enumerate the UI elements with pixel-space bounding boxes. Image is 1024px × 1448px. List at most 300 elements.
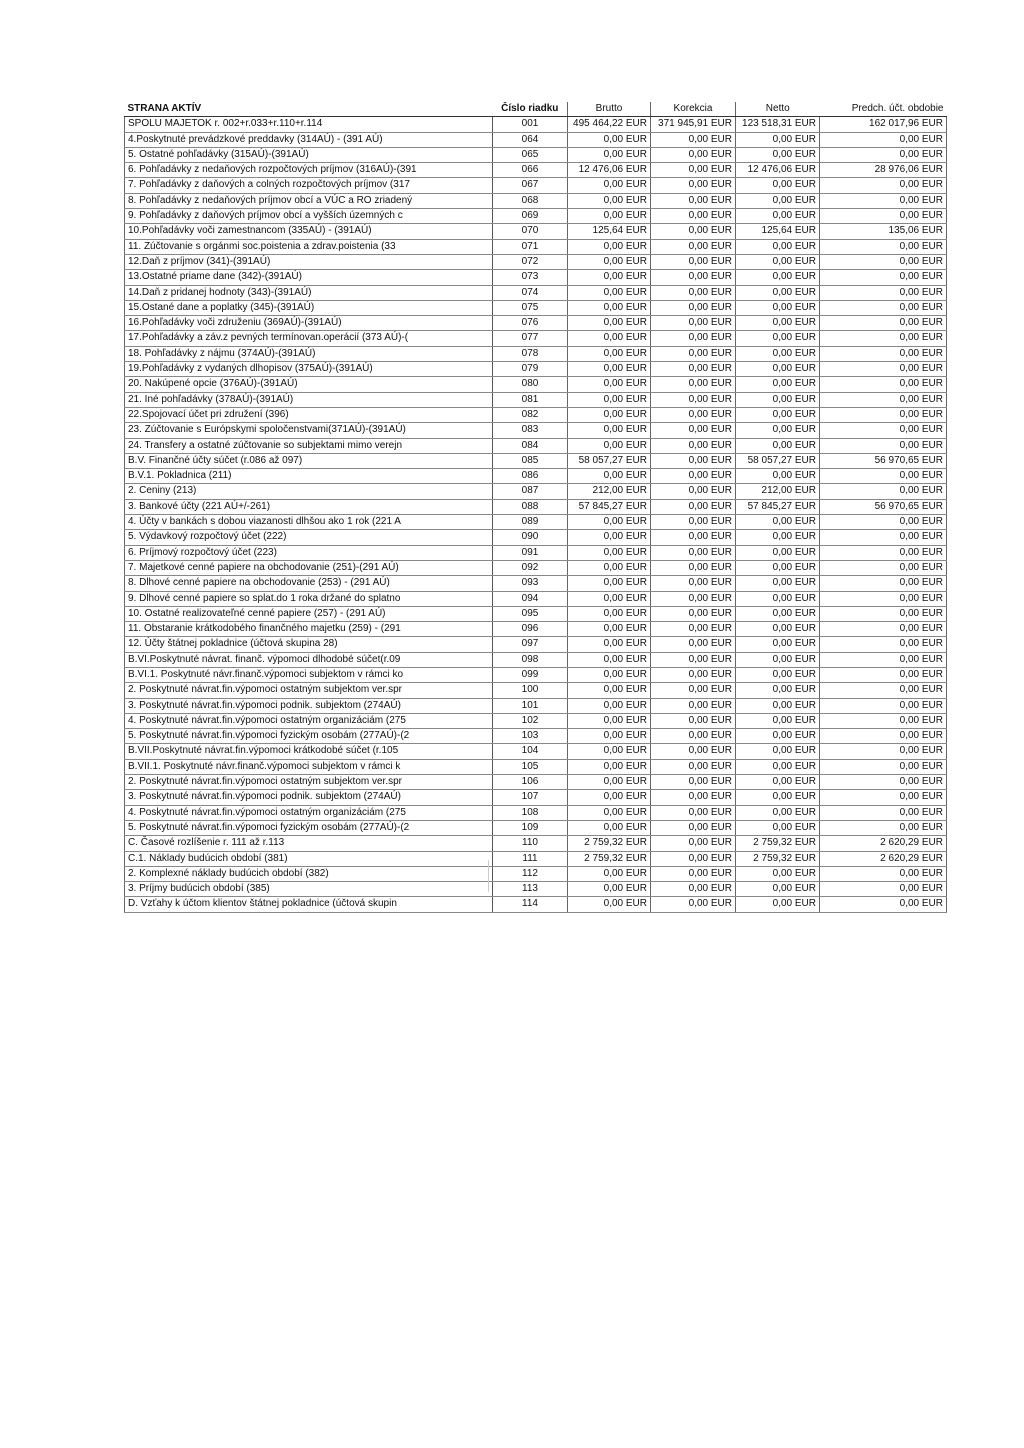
- row-label: 5. Ostatné pohľadávky (315AÚ)-(391AÚ): [125, 147, 493, 162]
- table-row: [125, 407, 947, 422]
- korekcia-value: 0,00 EUR: [651, 285, 736, 300]
- korekcia-value: 0,00 EUR: [651, 851, 736, 866]
- table-row: [125, 484, 947, 499]
- netto-value: 0,00 EUR: [736, 729, 820, 744]
- netto-value: 0,00 EUR: [736, 407, 820, 422]
- brutto-value: 0,00 EUR: [568, 392, 651, 407]
- row-number: 090: [493, 530, 568, 545]
- netto-value: 0,00 EUR: [736, 606, 820, 621]
- table-row: [125, 469, 947, 484]
- korekcia-value: 0,00 EUR: [651, 744, 736, 759]
- table-row: [125, 836, 947, 851]
- brutto-value: 0,00 EUR: [568, 652, 651, 667]
- row-number: 079: [493, 362, 568, 377]
- brutto-value: 0,00 EUR: [568, 316, 651, 331]
- table-row: [125, 515, 947, 530]
- korekcia-value: 0,00 EUR: [651, 866, 736, 881]
- row-label: 21. Iné pohľadávky (378AÚ)-(391AÚ): [125, 392, 493, 407]
- table-row: [125, 637, 947, 652]
- previous-period-value: 0,00 EUR: [820, 652, 947, 667]
- table-row: [125, 729, 947, 744]
- table-row: [125, 209, 947, 224]
- previous-period-value: 0,00 EUR: [820, 331, 947, 346]
- row-label: D. Vzťahy k účtom klientov štátnej pokladnice (účtová skupin: [125, 897, 493, 912]
- row-number: 072: [493, 254, 568, 269]
- korekcia-value: 0,00 EUR: [651, 882, 736, 897]
- korekcia-value: 0,00 EUR: [651, 775, 736, 790]
- previous-period-value: 0,00 EUR: [820, 270, 947, 285]
- row-number: 091: [493, 545, 568, 560]
- previous-period-value: 0,00 EUR: [820, 178, 947, 193]
- korekcia-value: 0,00 EUR: [651, 576, 736, 591]
- row-number: 105: [493, 759, 568, 774]
- row-number: 071: [493, 239, 568, 254]
- table-row: [125, 163, 947, 178]
- previous-period-value: 0,00 EUR: [820, 820, 947, 835]
- previous-period-value: 0,00 EUR: [820, 469, 947, 484]
- row-number: 083: [493, 423, 568, 438]
- netto-value: 0,00 EUR: [736, 469, 820, 484]
- table-row: [125, 270, 947, 285]
- brutto-value: 0,00 EUR: [568, 377, 651, 392]
- table-row: [125, 882, 947, 897]
- brutto-value: 0,00 EUR: [568, 713, 651, 728]
- netto-value: 0,00 EUR: [736, 882, 820, 897]
- previous-period-value: 0,00 EUR: [820, 254, 947, 269]
- brutto-value: 0,00 EUR: [568, 545, 651, 560]
- korekcia-value: 0,00 EUR: [651, 820, 736, 835]
- brutto-value: 0,00 EUR: [568, 285, 651, 300]
- brutto-value: 57 845,27 EUR: [568, 499, 651, 514]
- korekcia-value: 0,00 EUR: [651, 683, 736, 698]
- table-row: [125, 744, 947, 759]
- netto-value: 0,00 EUR: [736, 683, 820, 698]
- korekcia-value: 0,00 EUR: [651, 698, 736, 713]
- korekcia-value: 0,00 EUR: [651, 224, 736, 239]
- brutto-value: 0,00 EUR: [568, 591, 651, 606]
- brutto-value: 125,64 EUR: [568, 224, 651, 239]
- row-label: SPOLU MAJETOK r. 002+r.033+r.110+r.114: [125, 117, 493, 132]
- table-row: [125, 193, 947, 208]
- korekcia-value: 0,00 EUR: [651, 759, 736, 774]
- row-label: 4. Účty v bankách s dobou viazanosti dlhšou ako 1 rok (221 A: [125, 515, 493, 530]
- previous-period-value: 0,00 EUR: [820, 392, 947, 407]
- korekcia-value: 0,00 EUR: [651, 606, 736, 621]
- previous-period-value: 0,00 EUR: [820, 560, 947, 575]
- brutto-value: 0,00 EUR: [568, 300, 651, 315]
- netto-value: 0,00 EUR: [736, 209, 820, 224]
- netto-value: 0,00 EUR: [736, 560, 820, 575]
- previous-period-value: 0,00 EUR: [820, 209, 947, 224]
- row-number: 100: [493, 683, 568, 698]
- row-number: 101: [493, 698, 568, 713]
- brutto-value: 0,00 EUR: [568, 239, 651, 254]
- table-row: [125, 652, 947, 667]
- netto-value: 2 759,32 EUR: [736, 836, 820, 851]
- brutto-value: 0,00 EUR: [568, 515, 651, 530]
- table-row: [125, 560, 947, 575]
- brutto-value: 0,00 EUR: [568, 270, 651, 285]
- netto-value: 2 759,32 EUR: [736, 851, 820, 866]
- row-number: 113: [493, 882, 568, 897]
- brutto-value: 0,00 EUR: [568, 407, 651, 422]
- table-row: [125, 606, 947, 621]
- netto-value: 0,00 EUR: [736, 362, 820, 377]
- korekcia-value: 0,00 EUR: [651, 438, 736, 453]
- row-number: 068: [493, 193, 568, 208]
- netto-value: 0,00 EUR: [736, 300, 820, 315]
- netto-value: 0,00 EUR: [736, 346, 820, 361]
- brutto-value: 0,00 EUR: [568, 820, 651, 835]
- netto-value: 0,00 EUR: [736, 193, 820, 208]
- row-number: 081: [493, 392, 568, 407]
- table-row: [125, 239, 947, 254]
- row-label: 17.Pohľadávky a záv.z pevných termínovan.operácií (373 AÚ)-(: [125, 331, 493, 346]
- row-label: C.1. Náklady budúcich období (381): [125, 851, 493, 866]
- previous-period-value: 135,06 EUR: [820, 224, 947, 239]
- previous-period-value: 0,00 EUR: [820, 484, 947, 499]
- previous-period-value: 162 017,96 EUR: [820, 117, 947, 132]
- row-label: 13.Ostatné priame dane (342)-(391AÚ): [125, 270, 493, 285]
- korekcia-value: 0,00 EUR: [651, 591, 736, 606]
- row-number: 075: [493, 300, 568, 315]
- netto-value: 58 057,27 EUR: [736, 453, 820, 468]
- row-label: B.VII.1. Poskytnuté návr.finanč.výpomoci subjektom v rámci k: [125, 759, 493, 774]
- table-row: [125, 591, 947, 606]
- korekcia-value: 0,00 EUR: [651, 147, 736, 162]
- row-number: 111: [493, 851, 568, 866]
- row-number: 096: [493, 622, 568, 637]
- previous-period-value: 0,00 EUR: [820, 606, 947, 621]
- row-label: 11. Zúčtovanie s orgánmi soc.poistenia a zdrav.poistenia (33: [125, 239, 493, 254]
- row-label: 5. Poskytnuté návrat.fin.výpomoci fyzickým osobám (277AÚ)-(2: [125, 820, 493, 835]
- previous-period-value: 0,00 EUR: [820, 759, 947, 774]
- table-row: [125, 820, 947, 835]
- korekcia-value: 0,00 EUR: [651, 790, 736, 805]
- row-label: B.VII.Poskytnuté návrat.fin.výpomoci krátkodobé súčet (r.105: [125, 744, 493, 759]
- row-label: 23. Zúčtovanie s Európskymi spoločenstvami(371AÚ)-(391AÚ): [125, 423, 493, 438]
- korekcia-value: 0,00 EUR: [651, 331, 736, 346]
- row-number: 093: [493, 576, 568, 591]
- row-number: 087: [493, 484, 568, 499]
- netto-value: 0,00 EUR: [736, 637, 820, 652]
- row-number: 082: [493, 407, 568, 422]
- table-row: [125, 147, 947, 162]
- table-row: [125, 805, 947, 820]
- netto-value: 0,00 EUR: [736, 270, 820, 285]
- row-number: 092: [493, 560, 568, 575]
- table-row: [125, 698, 947, 713]
- previous-period-value: 0,00 EUR: [820, 897, 947, 912]
- row-number: 074: [493, 285, 568, 300]
- row-number: 066: [493, 163, 568, 178]
- previous-period-value: 0,00 EUR: [820, 882, 947, 897]
- row-number: 098: [493, 652, 568, 667]
- row-label: B.VI.1. Poskytnuté návr.finanč.výpomoci subjektom v rámci ko: [125, 667, 493, 682]
- netto-value: 0,00 EUR: [736, 790, 820, 805]
- korekcia-value: 0,00 EUR: [651, 469, 736, 484]
- brutto-value: 2 759,32 EUR: [568, 836, 651, 851]
- table-row: [125, 178, 947, 193]
- previous-period-value: 0,00 EUR: [820, 239, 947, 254]
- row-label: 12.Daň z príjmov (341)-(391AÚ): [125, 254, 493, 269]
- previous-period-value: 28 976,06 EUR: [820, 163, 947, 178]
- table-row: [125, 866, 947, 881]
- row-label: 2. Komplexné náklady budúcich období (382): [125, 866, 493, 881]
- netto-value: 0,00 EUR: [736, 805, 820, 820]
- netto-value: 0,00 EUR: [736, 285, 820, 300]
- korekcia-value: 0,00 EUR: [651, 362, 736, 377]
- previous-period-value: 0,00 EUR: [820, 866, 947, 881]
- netto-value: 0,00 EUR: [736, 331, 820, 346]
- korekcia-value: 0,00 EUR: [651, 423, 736, 438]
- korekcia-value: 0,00 EUR: [651, 239, 736, 254]
- netto-value: 0,00 EUR: [736, 591, 820, 606]
- row-label: 10.Pohľadávky voči zamestnancom (335AÚ) - (391AÚ): [125, 224, 493, 239]
- row-number: 109: [493, 820, 568, 835]
- table-row: [125, 438, 947, 453]
- brutto-value: 0,00 EUR: [568, 897, 651, 912]
- table-row: [125, 423, 947, 438]
- previous-period-value: 0,00 EUR: [820, 713, 947, 728]
- row-number: 064: [493, 132, 568, 147]
- netto-value: 0,00 EUR: [736, 698, 820, 713]
- row-number: 103: [493, 729, 568, 744]
- row-label: 3. Bankové účty (221 AÚ+/-261): [125, 499, 493, 514]
- korekcia-value: 0,00 EUR: [651, 178, 736, 193]
- brutto-value: 0,00 EUR: [568, 805, 651, 820]
- row-label: 4. Poskytnuté návrat.fin.výpomoci ostatným organizáciám (275: [125, 805, 493, 820]
- korekcia-value: 0,00 EUR: [651, 560, 736, 575]
- row-number: 076: [493, 316, 568, 331]
- netto-value: 0,00 EUR: [736, 775, 820, 790]
- previous-period-value: 0,00 EUR: [820, 744, 947, 759]
- row-label: 19.Pohľadávky z vydaných dlhopisov (375AÚ)-(391AÚ): [125, 362, 493, 377]
- row-label: 5. Poskytnuté návrat.fin.výpomoci fyzickým osobám (277AÚ)-(2: [125, 729, 493, 744]
- korekcia-value: 0,00 EUR: [651, 193, 736, 208]
- previous-period-value: 0,00 EUR: [820, 591, 947, 606]
- row-label: 9. Dlhové cenné papiere so splat.do 1 roka držané do splatno: [125, 591, 493, 606]
- netto-value: 123 518,31 EUR: [736, 117, 820, 132]
- header-brutto: Brutto: [568, 102, 651, 117]
- netto-value: 0,00 EUR: [736, 377, 820, 392]
- korekcia-value: 0,00 EUR: [651, 805, 736, 820]
- previous-period-value: 2 620,29 EUR: [820, 851, 947, 866]
- table-row: [125, 331, 947, 346]
- row-label: 14.Daň z pridanej hodnoty (343)-(391AÚ): [125, 285, 493, 300]
- brutto-value: 0,00 EUR: [568, 209, 651, 224]
- previous-period-value: 0,00 EUR: [820, 362, 947, 377]
- brutto-value: 0,00 EUR: [568, 698, 651, 713]
- row-label: 8. Dlhové cenné papiere na obchodovanie (253) - (291 AÚ): [125, 576, 493, 591]
- korekcia-value: 0,00 EUR: [651, 254, 736, 269]
- row-label: 20. Nakúpené opcie (376AÚ)-(391AÚ): [125, 377, 493, 392]
- korekcia-value: 0,00 EUR: [651, 499, 736, 514]
- row-number: 095: [493, 606, 568, 621]
- row-label: 6. Pohľadávky z nedaňových rozpočtových príjmov (316AÚ)-(391: [125, 163, 493, 178]
- table-row: [125, 346, 947, 361]
- korekcia-value: 0,00 EUR: [651, 163, 736, 178]
- brutto-value: 0,00 EUR: [568, 530, 651, 545]
- korekcia-value: 0,00 EUR: [651, 545, 736, 560]
- previous-period-value: 0,00 EUR: [820, 423, 947, 438]
- brutto-value: 0,00 EUR: [568, 132, 651, 147]
- row-label: C. Časové rozlíšenie r. 111 až r.113: [125, 836, 493, 851]
- previous-period-value: 0,00 EUR: [820, 147, 947, 162]
- header-previous-period: Predch. účt. obdobie: [820, 102, 947, 117]
- row-number: 001: [493, 117, 568, 132]
- brutto-value: 0,00 EUR: [568, 775, 651, 790]
- table-row: [125, 377, 947, 392]
- korekcia-value: 0,00 EUR: [651, 667, 736, 682]
- brutto-value: 212,00 EUR: [568, 484, 651, 499]
- brutto-value: 0,00 EUR: [568, 576, 651, 591]
- row-label: 8. Pohľadávky z nedaňových príjmov obcí a VÚC a RO zriadený: [125, 193, 493, 208]
- row-number: 097: [493, 637, 568, 652]
- brutto-value: 0,00 EUR: [568, 606, 651, 621]
- table-row: [125, 132, 947, 147]
- table-row: [125, 285, 947, 300]
- table-row: [125, 775, 947, 790]
- row-number: 089: [493, 515, 568, 530]
- netto-value: 0,00 EUR: [736, 438, 820, 453]
- table-row: [125, 622, 947, 637]
- header-netto: Netto: [736, 102, 820, 117]
- netto-value: 125,64 EUR: [736, 224, 820, 239]
- row-label: 22.Spojovací účet pri združení (396): [125, 407, 493, 422]
- row-label: 9. Pohľadávky z daňových príjmov obcí a vyšších územných c: [125, 209, 493, 224]
- previous-period-value: 0,00 EUR: [820, 729, 947, 744]
- previous-period-value: 0,00 EUR: [820, 300, 947, 315]
- row-label: 5. Výdavkový rozpočtový účet (222): [125, 530, 493, 545]
- row-label: 3. Poskytnuté návrat.fin.výpomoci podnik. subjektom (274AÚ): [125, 790, 493, 805]
- korekcia-value: 0,00 EUR: [651, 836, 736, 851]
- previous-period-value: 0,00 EUR: [820, 285, 947, 300]
- header-korekcia: Korekcia: [651, 102, 736, 117]
- netto-value: 0,00 EUR: [736, 576, 820, 591]
- korekcia-value: 0,00 EUR: [651, 132, 736, 147]
- table-row: [125, 530, 947, 545]
- previous-period-value: 0,00 EUR: [820, 790, 947, 805]
- row-label: 15.Ostané dane a poplatky (345)-(391AÚ): [125, 300, 493, 315]
- brutto-value: 0,00 EUR: [568, 438, 651, 453]
- netto-value: 0,00 EUR: [736, 713, 820, 728]
- row-label: 6. Príjmový rozpočtový účet (223): [125, 545, 493, 560]
- netto-value: 0,00 EUR: [736, 759, 820, 774]
- korekcia-value: 0,00 EUR: [651, 622, 736, 637]
- row-number: 077: [493, 331, 568, 346]
- row-label: B.VI.Poskytnuté návrat. finanč. výpomoci dlhodobé súčet(r.09: [125, 652, 493, 667]
- brutto-value: 2 759,32 EUR: [568, 851, 651, 866]
- table-row: [125, 790, 947, 805]
- row-number: 084: [493, 438, 568, 453]
- table-header-row: [125, 102, 947, 117]
- netto-value: 0,00 EUR: [736, 239, 820, 254]
- row-label: 3. Poskytnuté návrat.fin.výpomoci podnik. subjektom (274AÚ): [125, 698, 493, 713]
- table-row: [125, 759, 947, 774]
- netto-value: 0,00 EUR: [736, 866, 820, 881]
- brutto-value: 0,00 EUR: [568, 759, 651, 774]
- brutto-value: 0,00 EUR: [568, 469, 651, 484]
- row-number: 080: [493, 377, 568, 392]
- netto-value: 0,00 EUR: [736, 147, 820, 162]
- row-label: 10. Ostatné realizovateľné cenné papiere (257) - (291 AÚ): [125, 606, 493, 621]
- row-label: 11. Obstaranie krátkodobého finančného majetku (259) - (291: [125, 622, 493, 637]
- row-number: 078: [493, 346, 568, 361]
- row-number: 085: [493, 453, 568, 468]
- previous-period-value: 0,00 EUR: [820, 576, 947, 591]
- row-label: 18. Pohľadávky z nájmu (374AÚ)-(391AÚ): [125, 346, 493, 361]
- table-row: [125, 667, 947, 682]
- table-row: [125, 545, 947, 560]
- table-row: [125, 713, 947, 728]
- brutto-value: 0,00 EUR: [568, 560, 651, 575]
- row-number: 114: [493, 897, 568, 912]
- column-divider: [488, 860, 489, 892]
- netto-value: 0,00 EUR: [736, 423, 820, 438]
- row-number: 069: [493, 209, 568, 224]
- row-label: 7. Majetkové cenné papiere na obchodovanie (251)-(291 AÚ): [125, 560, 493, 575]
- row-number: 088: [493, 499, 568, 514]
- row-number: 094: [493, 591, 568, 606]
- previous-period-value: 0,00 EUR: [820, 622, 947, 637]
- previous-period-value: 0,00 EUR: [820, 515, 947, 530]
- row-label: B.V. Finančné účty súčet (r.086 až 097): [125, 453, 493, 468]
- previous-period-value: 0,00 EUR: [820, 530, 947, 545]
- row-number: 099: [493, 667, 568, 682]
- brutto-value: 0,00 EUR: [568, 331, 651, 346]
- korekcia-value: 0,00 EUR: [651, 652, 736, 667]
- table-body: [125, 117, 947, 912]
- row-number: 110: [493, 836, 568, 851]
- row-number: 086: [493, 469, 568, 484]
- netto-value: 0,00 EUR: [736, 392, 820, 407]
- previous-period-value: 0,00 EUR: [820, 667, 947, 682]
- table-row: [125, 254, 947, 269]
- korekcia-value: 0,00 EUR: [651, 377, 736, 392]
- row-label: 7. Pohľadávky z daňových a colných rozpočtových príjmov (317: [125, 178, 493, 193]
- table-row: [125, 362, 947, 377]
- brutto-value: 0,00 EUR: [568, 744, 651, 759]
- netto-value: 212,00 EUR: [736, 484, 820, 499]
- korekcia-value: 0,00 EUR: [651, 453, 736, 468]
- row-number: 073: [493, 270, 568, 285]
- row-number: 104: [493, 744, 568, 759]
- assets-table: [124, 102, 947, 913]
- row-number: 112: [493, 866, 568, 881]
- table-row: [125, 392, 947, 407]
- previous-period-value: 0,00 EUR: [820, 805, 947, 820]
- row-number: 065: [493, 147, 568, 162]
- previous-period-value: 0,00 EUR: [820, 407, 947, 422]
- previous-period-value: 0,00 EUR: [820, 346, 947, 361]
- korekcia-value: 0,00 EUR: [651, 897, 736, 912]
- netto-value: 0,00 EUR: [736, 652, 820, 667]
- header-row-number: Číslo riadku: [493, 102, 568, 117]
- korekcia-value: 0,00 EUR: [651, 729, 736, 744]
- brutto-value: 0,00 EUR: [568, 790, 651, 805]
- brutto-value: 12 476,06 EUR: [568, 163, 651, 178]
- korekcia-value: 0,00 EUR: [651, 209, 736, 224]
- brutto-value: 0,00 EUR: [568, 866, 651, 881]
- table-row: [125, 897, 947, 912]
- korekcia-value: 371 945,91 EUR: [651, 117, 736, 132]
- brutto-value: 0,00 EUR: [568, 729, 651, 744]
- row-label: 12. Účty štátnej pokladnice (účtová skupina 28): [125, 637, 493, 652]
- netto-value: 0,00 EUR: [736, 132, 820, 147]
- netto-value: 0,00 EUR: [736, 254, 820, 269]
- previous-period-value: 0,00 EUR: [820, 316, 947, 331]
